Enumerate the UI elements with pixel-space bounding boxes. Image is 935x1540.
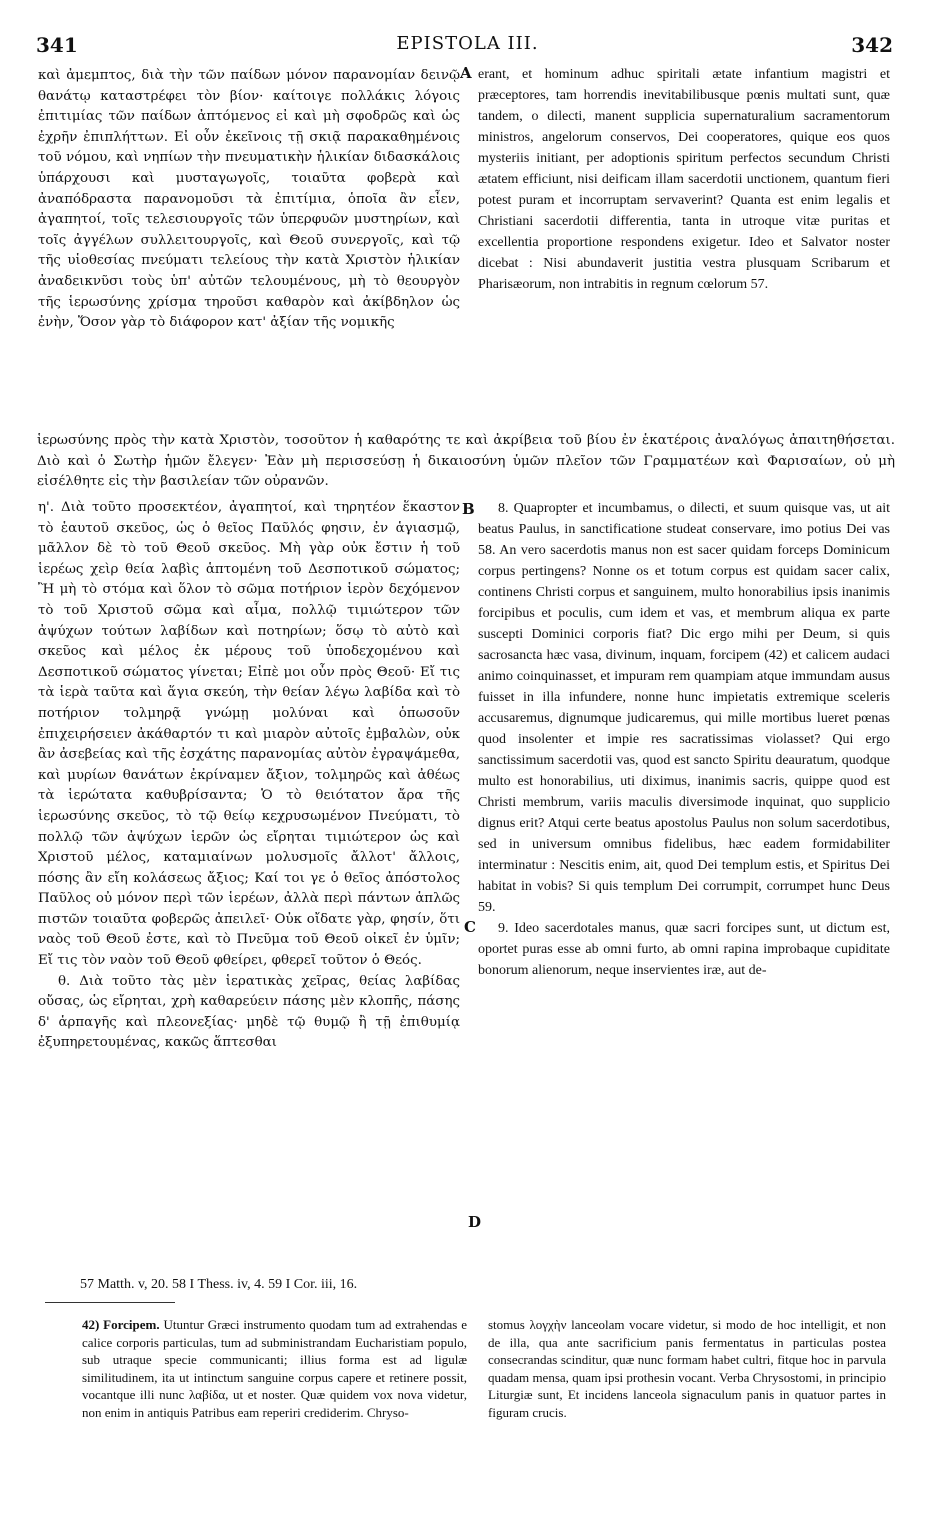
page-header xyxy=(0,0,935,60)
greek-paragraph-9: θ. Διὰ τοῦτο τὰς μὲν ἱερατικὰς χεῖρας, θείας λαβίδας οὔσας, ὡς εἴρηται, χρὴ καθαρεύειν πάσης μὲν κλοπῆς, πάσης δ' ἁρπαγῆς καὶ πλεονεξίας· μηδὲ τῷ θυμῷ ἢ τῇ ἐπιθυμίᾳ ἐξυπηρετουμένας, κακῶς ἅπτεσθαι xyxy=(38,973,460,1051)
margin-marker-c: C xyxy=(464,918,476,936)
scripture-references: 57 Matth. v, 20. 58 I Thess. iv, 4. 59 I Cor. iii, 16. xyxy=(80,1277,358,1292)
note-heading: 42) Forcipem. xyxy=(82,1317,160,1332)
note-text-left: Utuntur Græci instrumento quodam tum ad extrahendas e calice corporis particulas, tum ad subministrandam Eucharistiam populo, sub utraque specie communicanti; illius forma est ad ligulæ similitudinem, ita ut intinctum sanguine corpus capere et retinere possit, vocantque illi nunc λαβίδα, ut et noster. Quæ quidem vox nova videtur, non enim in antiquis Patribus eam reperiri crediderim. Chryso- xyxy=(82,1317,467,1420)
page-number-left: 341 xyxy=(36,33,78,57)
margin-marker-b: B xyxy=(462,500,475,518)
note-text-right: stomus λογχὴν lanceolam vocare videtur, si modo de hoc intelligit, et non de illa, qua ante sacrificium panis fermentatus in particulas postea consecrandas scinditur, quæ nunc formam habet cultri, fitque hoc in parvula quadam mensa, quam ipsi prothesin vocant. Verba Chrysostomi, in principio Liturgiæ sunt, Et incidens lanceola signaculum panis in quatuor partes in figuram crucis. xyxy=(488,1317,886,1420)
editorial-note-left xyxy=(82,1316,467,1421)
latin-paragraph-7: erant, et hominum adhuc spiritali ætate infantium magistri et præceptores, tam horrendis inevitabilibusque pœnis multati sunt, quæ tandem, o dilecti, manent supplicia supernaturalium sacramentorum ministros, angelorum conservos, Dei cooperatores, quique eos quos mysteriis initiant, per adoptionis spiritum perfectos secundum Christi ætatem efficiunt, nisi deificam illam sacerdotii unctionem, quantum fieri potest puram et incorruptam servaverint? Quanta est enim legalis et Christiani sacerdotii differentia, tanta in utroque vitæ puritas et excellentia proportione respondens exigetur. Ideo et Salvator noster dicebat : Nisi abundaverit justitia vestra plusquam Scribarum et Pharisæorum, non intrabitis in regnum cœlorum 57. xyxy=(478,67,890,292)
running-title: EPISTOLA III. xyxy=(396,33,539,54)
greek-column-section-7 xyxy=(38,66,460,334)
margin-marker-d: D xyxy=(468,1213,482,1231)
greek-paragraph-8: η'. Διὰ τοῦτο προσεκτέον, ἀγαπητοί, καὶ τηρητέον ἕκαστον τὸ ἑαυτοῦ σκεῦος, ὡς ὁ θεῖος Παῦλός φησιν, ἐν ἁγιασμῷ, μᾶλλον δὲ τὸ τοῦ Θεοῦ σκεῦος. Μὴ γὰρ οὐκ ἔστιν ἡ τοῦ ἱερέως χεὶρ θεία λαβὶς ἁπτομένη τοῦ Δεσποτικοῦ σώματος; Ἢ μὴ τὸ στόμα καὶ ὅλον τὸ σῶμα ποτήριον ἱερὸν δεχόμενον τὸ τοῦ Χριστοῦ σῶμα καὶ αἷμα, πολλῷ τιμιώτερον τῶν ἀψύχων τούτων λαβίδων καὶ ποτηρίων; ὅσῳ τὸ αὐτὸ καὶ σκεῦος καὶ μέλος ἐκ μέρους τοῦ ὑποδεχομένου καὶ Δεσποτικοῦ σώματος γίνεται; Εἰπὲ μοι οὖν πρὸς Θεοῦ· Εἴ τις τὰ ἱερὰ ταῦτα καὶ ἅγια σκεύη, τὴν θείαν λέγω λαβίδα καὶ τὸ ποτήριον τολμηρᾷ γνώμῃ μολύναι καὶ ὁπωσοῦν ἐπιχειρήσειεν ἀκάθαρτόν τι καὶ μιαρὸν αὐτοῖς ἐμβαλὼν, οὐκ ἂν ἀσεβείας καὶ τῆς ἐσχάτης παρανομίας αὐτὸν ἐγραψάμεθα, καὶ μυρίων θανάτων ἐκρίναμεν ἄξιον, τολμηρῶς καὶ ἀθέως τὰ ἱερώτατα καθυβρίσαντα; Ὁ τὸ θειότατον ἄρα τῆς ἱερωσύνης σκεῦος, τὸ τῷ θείῳ κεχρυσωμένον Πνεύματι, τὸ πολλῷ τῶν ἀψύχων ἱερῶν ὡς εἴρηται τιμιώτερον ὡς καὶ Χριστοῦ μέλος, καταμιαίνων μολυσμοῖς ἄλλοτ' ἄλλοις, πόσης ἂν εἴη κολάσεως ἄξιος; Καί τοι γε ὁ θεῖος ἀπόστολος Παῦλος οὐ μόνον περὶ τῶν ἱερέων, ἀλλὰ περὶ πάντων ἁπλῶς πιστῶν τοιαῦτα φοβερῶς ἀπειλεῖ· Οὐκ οἴδατε γὰρ, φησίν, ὅτι ναὸς τοῦ Θεοῦ ἐστε, καὶ τὸ Πνεῦμα τοῦ Θεοῦ οἰκεῖ ἐν ὑμῖν; Εἴ τις τὸν ναὸν τοῦ Θεοῦ φθείρει, φθερεῖ τοῦτον ὁ Θεός. xyxy=(38,500,460,969)
greek-full-width-continuation: ἱερωσύνης πρὸς τὴν κατὰ Χριστὸν, τοσοῦτον ἡ καθαρότης τε καὶ ἀκρίβεια τοῦ βίου ἐν ἑκατέροις ἀναλόγως ἀπαιτηθήσεται. Διὸ καὶ ὁ Σωτὴρ ἡμῶν ἔλεγεν· Ἐὰν μὴ περισσεύσῃ ἡ δικαιοσύνη ὑμῶν πλεῖον τῶν Γραμματέων καὶ Φαρισαίων, οὐ μὴ εἰσέλθητε εἰς τὴν βασιλείαν τῶν οὐρανῶν. xyxy=(37,433,895,490)
latin-paragraph-9: 9. Ideo sacerdotales manus, quæ sacri forcipes sunt, ut dictum est, oportet puras esse ab omni furto, ab omni rapina improbaque cupiditate bonorum alienorum, neque inservientes iræ, aut de- xyxy=(478,921,890,978)
footnote-divider xyxy=(45,1302,175,1303)
greek-paragraph-7: καὶ ἀμεμπτος, διὰ τὴν τῶν παίδων μόνον παρανομίαν δεινῷ θανάτῳ καταστρέφει τὸν βίον· καίτοιγε πολλάκις λόγοις ἐπιτιμίας τῶν παίδων ἀπτόμενος εἰ καὶ μὴ σφοδρῶς καὶ ὡς ἐχρῆν ἐπιπλήττων. Εἰ οὖν ἐκεῖνοις τῇ σκιᾷ παρακαθημένοις τοῦ νόμου, καὶ νηπίων τὴν πνευματικὴν ἡλικίαν διδασκάλοις ὑπάρχουσι καὶ μυσταγωγοῖς, τοιαῦτα φοβερὰ καὶ ἀναπόδραστα παρανομοῦσι τὰ ἐπιτίμια, ὁποῖα ἂν εἶεν, ἀγαπητοί, τοῖς τελεσιουργοῖς τῶν ὑπερφυῶν μυστηρίων, καὶ τοῖς ἀγγέλων συλλειτουργοῖς, καὶ Θεοῦ συνεργοῖς, καὶ τῷ τῆς υἱοθεσίας πνεύματι τελείους τὴν κατὰ Χριστὸν ἡλικίαν ἀναδεικνῦσι τοὺς ὑπ' αὐτῶν τελουμένους, μὴ τὸ θεουργὸν τῆς ἱερωσύνης χρίσμα τηροῦσι καθαρὸν καὶ ἀκίβδηλον ὡς ἐνὴν, Ὅσον γὰρ τὸ διάφορον κατ' ἀξίαν τῆς νομικῆς xyxy=(38,68,460,331)
margin-marker-a: A xyxy=(460,64,472,82)
editorial-note-right xyxy=(488,1316,886,1421)
page-number-right: 342 xyxy=(851,33,893,57)
latin-paragraph-8: 8. Quapropter et incumbamus, o dilecti, et suum quisque vas, ut ait beatus Paulus, in sanctificatione studeat conservare, imo potius Dei vas 58. An vero sacerdotis manus non est sacer quidam forceps Dominicum corpus pertingens? Nonne os et totum corpus est quidam sacer calix, continens Christi corpus et sanguinem, multo honorabilius ipsis inanimis forcipibus et poculis, cum idem et vas, et membrum aliqua ex parte suscepti Dominici corporis fiat? Dic ergo mihi per Deum, si quis sacrosancta hæc vasa, divinum, inquam, forcipem (42) et calicem audaci animo coinquinasset, et impuram rem quampiam atque immundam ausus fuisset in illa infundere, nonne hunc impietatis extremique sceleris accusaremus, dignumque judicaremus, qui mille mortibus lueret pœnas quod insolenter et impie res sacratissimas violasset? Qui ergo sanctissimum sacerdotii vas, quod est sancto Spiritu deauratum, quodque multo est honorabilius, uti diximus, inanimis sacris, quippe quod est Christi membrum, variis maculis diversimode inquinat, quo supplicio dignus erit? Atqui certe beatus apostolus Paulus non solum sacerdotibus, sed in universum omnibus fidelibus, hæc eadem formidabiliter interminatur : Nescitis enim, ait, quod Dei templum estis, et Spiritus Dei habitat in vobis? Si quis templum Dei corrumpit, corrumpet hunc Deus 59. xyxy=(478,501,890,915)
latin-column-section-8 xyxy=(478,498,890,981)
greek-column-section-8 xyxy=(38,498,460,1054)
latin-column-section-7 xyxy=(478,64,890,295)
